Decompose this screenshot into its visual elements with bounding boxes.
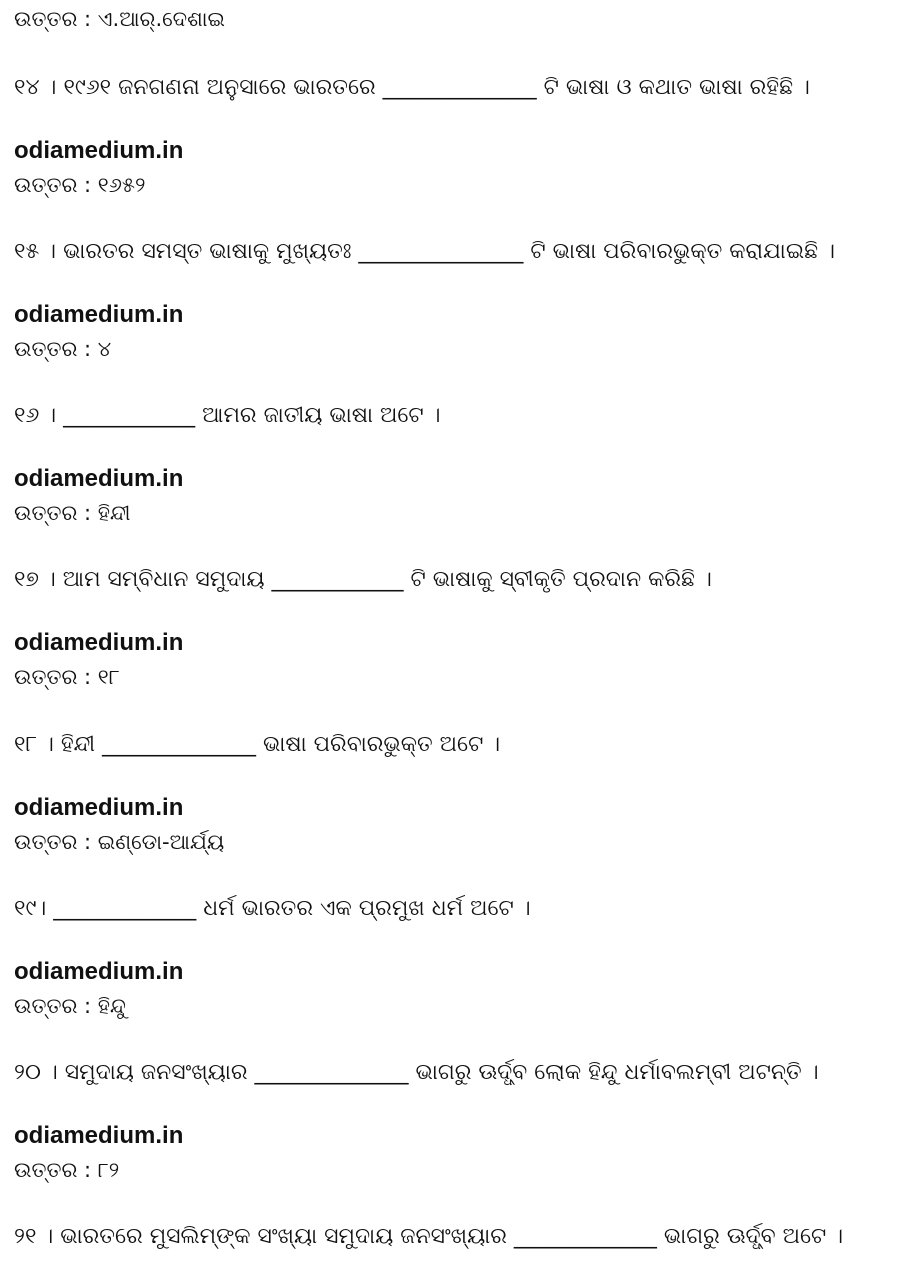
question-18: ୧୮ । ହିନ୍ଦୀ ______________ ଭାଷା ପରିବାରଭୁକ୍ତ ଅଟେ । — [14, 732, 501, 757]
question-15: ୧୫ । ଭାରତର ସମସ୍ତ ଭାଷାକୁ ମୁଖ୍ୟତଃ _______________ ଟି ଭାଷା ପରିବାରଭୁକ୍ତ କରାଯାଇଛି । — [14, 239, 835, 264]
answer-18: ଉତ୍ତର : ଇଣ୍ଡୋ-ଆର୍ଯ୍ୟ — [14, 830, 225, 854]
answer-15: ଉତ୍ତର : ୪ — [14, 337, 112, 361]
question-16: ୧୬ । ____________ ଆମର ଜାତୀୟ ଭାଷା ଅଟେ । — [14, 403, 441, 428]
question-21: ୨୧ । ଭାରତରେ ମୁସଲିମ୍ଙ୍କ ସଂଖ୍ୟା ସମୁଦାୟ ଜନସଂଖ୍ୟାର _____________ ଭାଗରୁ ଊର୍ଦ୍ଧ୍ବ ଅଟେ । — [14, 1224, 844, 1249]
question-17: ୧୭ । ଆମ ସମ୍ବିଧାନ ସମୁଦାୟ ____________ ଟି ଭାଷାକୁ ସ୍ବୀକୃତି ପ୍ରଦାନ କରିଛି । — [14, 567, 712, 592]
site-link-19[interactable]: odiamedium.in — [14, 958, 184, 985]
site-link-17[interactable]: odiamedium.in — [14, 629, 184, 656]
site-link-14[interactable]: odiamedium.in — [14, 137, 184, 164]
answer-14: ଉତ୍ତର : ୧୬୫୨ — [14, 173, 146, 197]
question-14: ୧୪ । ୧୯୬୧ ଜନଗଣନା ଅନୁସାରେ ଭାରତରେ ______________ ଟି ଭାଷା ଓ କଥାତ ଭାଷା ରହିଛି । — [14, 75, 810, 100]
site-link-16[interactable]: odiamedium.in — [14, 465, 184, 492]
question-20: ୨୦ । ସମୁଦାୟ ଜନସଂଖ୍ୟାର ______________ ଭାଗରୁ ଊର୍ଦ୍ଧ୍ବ ଲୋକ ହିନ୍ଦୁ ଧର୍ମାବଲମ୍ବୀ ଅଟନ୍ତି । — [14, 1060, 819, 1085]
site-link-15[interactable]: odiamedium.in — [14, 301, 184, 328]
site-link-18[interactable]: odiamedium.in — [14, 794, 184, 821]
site-link-20[interactable]: odiamedium.in — [14, 1122, 184, 1149]
answer-17: ଉତ୍ତର : ୧୮ — [14, 665, 120, 689]
answer-19: ଉତ୍ତର : ହିନ୍ଦୁ — [14, 994, 126, 1018]
answer-13: ଉତ୍ତର : ଏ.ଆର୍.ଦେଶାଇ — [14, 7, 225, 31]
question-19: ୧୯। _____________ ଧର୍ମ ଭାରତର ଏକ ପ୍ରମୁଖ ଧର୍ମ ଅଟେ । — [14, 896, 531, 921]
answer-16: ଉତ୍ତର : ହିନ୍ଦୀ — [14, 501, 131, 525]
answer-20: ଉତ୍ତର : ୮୨ — [14, 1158, 120, 1182]
